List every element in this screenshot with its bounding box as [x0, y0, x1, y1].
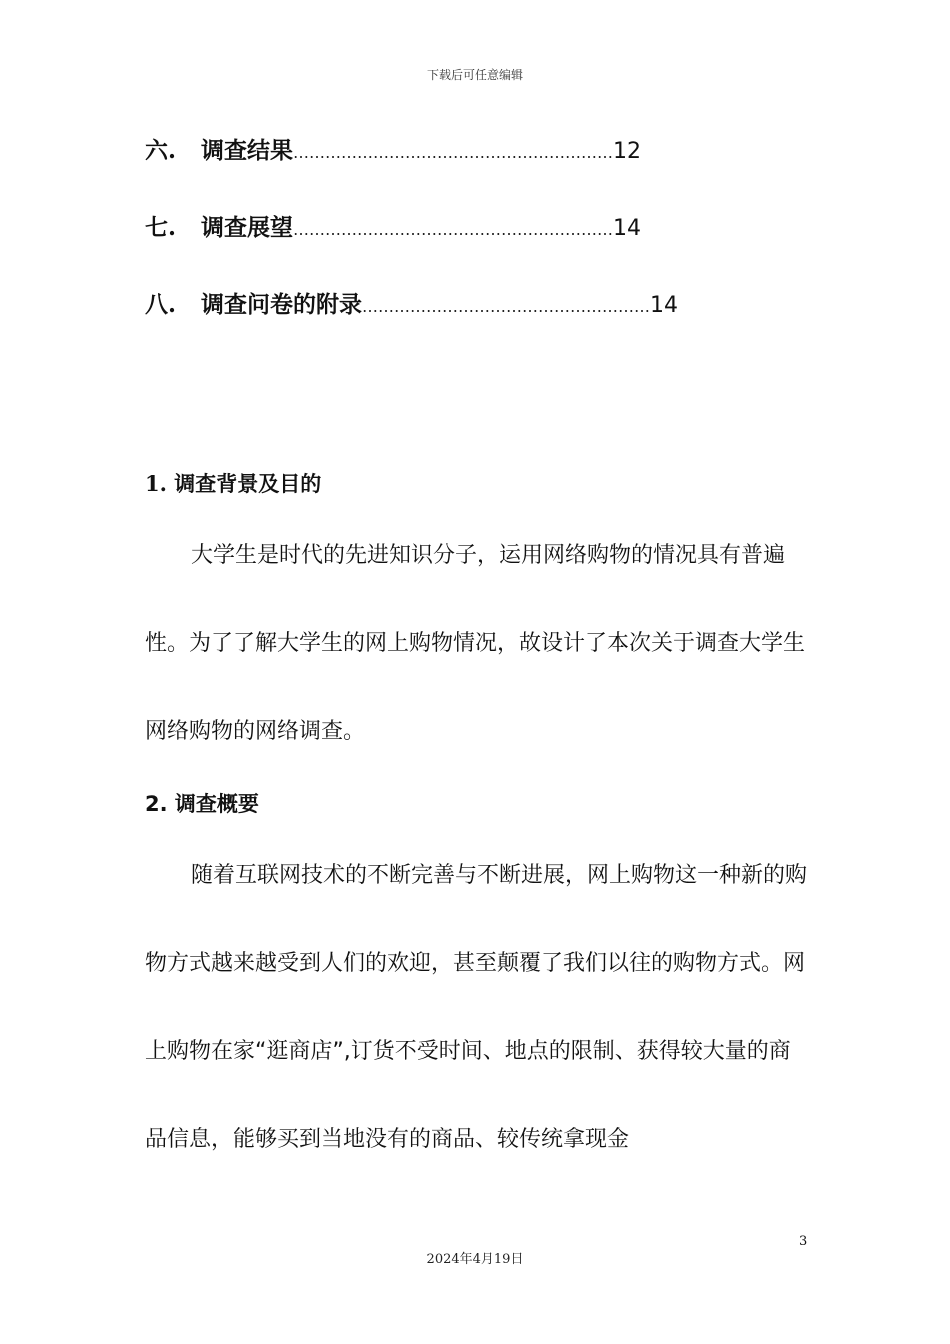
toc-dot-leader: ……………………………………………………: [293, 220, 613, 239]
section-2-heading: [145, 788, 259, 818]
section-number: 2.: [145, 792, 168, 816]
page-footer-date: 2024年4月19日: [426, 1252, 524, 1267]
toc-entry-number: 八.: [145, 291, 177, 318]
toc-entry-8[interactable]: [145, 286, 678, 326]
toc-dot-leader: ……………………………………………………: [293, 143, 613, 162]
section-1-heading: [145, 468, 321, 498]
page-header: 下载后可任意编辑: [426, 68, 523, 82]
toc-page-number: 12: [613, 139, 641, 164]
page-number: 3: [799, 1234, 808, 1249]
section-1-paragraph: [145, 512, 807, 776]
section-title: 调查概要: [174, 792, 259, 816]
toc-entry-6[interactable]: [145, 132, 641, 172]
paragraph-text: 随着互联网技术的不断完善与不断进展，网上购物这一种新的购物方式越来越受到人们的欢迎，甚至颠覆了我们以往的购物方式。网上购物在家“逛商店”,订货不受时间、地点的限制、获得较大量的商品信息，能够买到当地没有的商品、较传统拿现金: [145, 863, 808, 1152]
paragraph-text: 大学生是时代的先进知识分子，运用网络购物的情况具有普遍性。为了了解大学生的网上购物情况，故设计了本次关于调查大学生网络购物的网络调查。: [145, 543, 806, 744]
toc-entry-number: 七.: [145, 214, 177, 241]
toc-entry-title: 调查展望: [201, 215, 293, 241]
toc-entry-title: 调查问卷的附录: [201, 292, 362, 318]
section-title: 调查背景及目的: [174, 472, 322, 496]
toc-entry-title: 调查结果: [201, 138, 293, 164]
toc-page-number: 14: [650, 293, 678, 318]
toc-dot-leader: ………………………………………………: [362, 297, 650, 316]
toc-entry-number: 六.: [145, 137, 177, 164]
section-number: 1.: [145, 471, 167, 496]
section-2-paragraph: [145, 832, 807, 1184]
toc-page-number: 14: [613, 216, 641, 241]
toc-entry-7[interactable]: [145, 209, 641, 249]
